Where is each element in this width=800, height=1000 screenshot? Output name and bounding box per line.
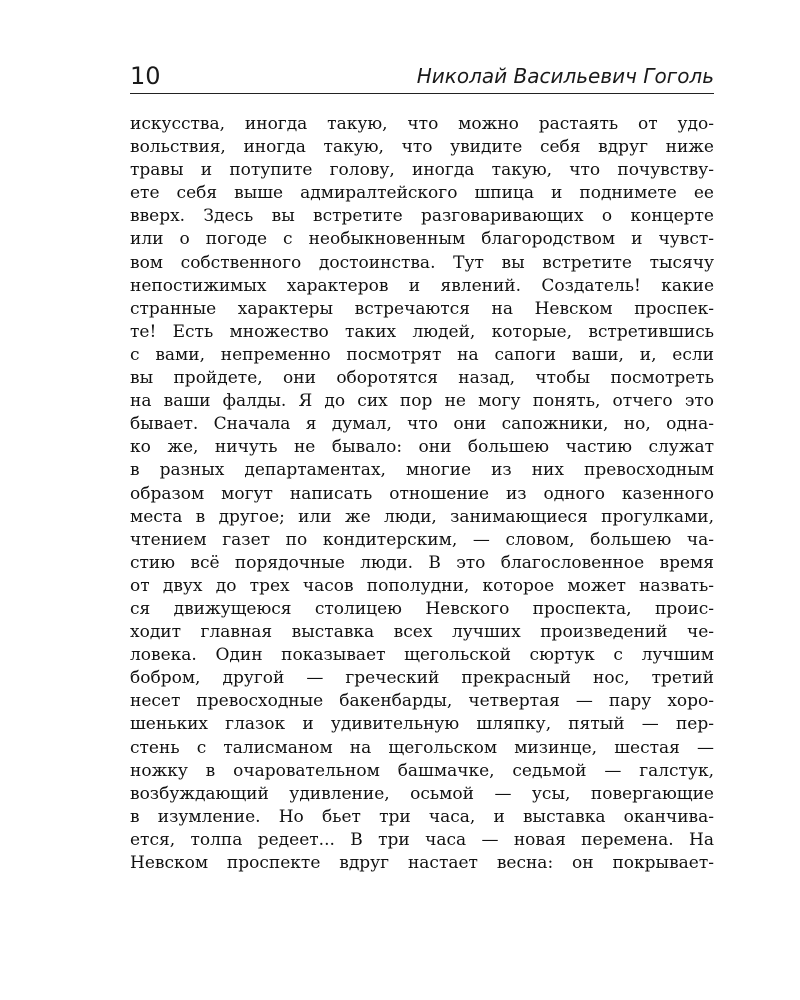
running-title: Николай Васильевич Гоголь bbox=[416, 64, 714, 88]
text-line: чтением газет по кондитерским, — словом, большею ча- bbox=[130, 529, 714, 550]
text-line: вом собственного достоинства. Тут вы встретите тысячу bbox=[130, 252, 714, 273]
text-line: те! Есть множество таких людей, которые, встретившись bbox=[130, 321, 714, 342]
text-line: стень с талисманом на щегольском мизинце, шестая — bbox=[130, 737, 714, 758]
text-line: ко же, ничуть не бывало: они большею частию служат bbox=[130, 437, 714, 458]
text-line: в изумление. Но бьет три часа, и выставка оканчива- bbox=[130, 806, 714, 827]
text-line: странные характеры встречаются на Невском проспек- bbox=[130, 298, 714, 319]
text-line: вольствия, иногда такую, что увидите себя вдруг ниже bbox=[130, 137, 714, 158]
text-line: несет превосходные бакенбарды, четвертая — пару хоро- bbox=[130, 691, 714, 712]
text-line: или о погоде с необыкновенным благородством и чувст- bbox=[130, 229, 714, 250]
text-line: от двух до трех часов пополудни, которое может назвать- bbox=[130, 575, 714, 596]
text-line: стию всё порядочные люди. В это благословенное время bbox=[130, 552, 714, 573]
body-text bbox=[130, 113, 714, 875]
text-line: ловека. Один показывает щегольской сюртук с лучшим bbox=[130, 645, 714, 666]
text-line: в разных департаментах, многие из них превосходным bbox=[130, 460, 714, 481]
running-head bbox=[130, 58, 714, 94]
text-line: возбуждающий удивление, осьмой — усы, повергающие bbox=[130, 783, 714, 804]
text-line: вы пройдете, они оборотятся назад, чтобы посмотреть bbox=[130, 368, 714, 389]
text-line: с вами, непременно посмотрят на сапоги ваши, и, если bbox=[130, 344, 714, 365]
text-line: травы и потупите голову, иногда такую, что почувству- bbox=[130, 160, 714, 181]
text-line: бобром, другой — греческий прекрасный нос, третий bbox=[130, 668, 714, 689]
text-line: ете себя выше адмиралтейского шпица и поднимете ее bbox=[130, 183, 714, 204]
text-line: Невском проспекте вдруг настает весна: он покрывает- bbox=[130, 853, 714, 873]
text-line: ходит главная выставка всех лучших произведений че- bbox=[130, 622, 714, 643]
text-line: ется, толпа редеет... В три часа — новая перемена. На bbox=[130, 829, 714, 850]
text-line: вверх. Здесь вы встретите разговаривающих о концерте bbox=[130, 206, 714, 227]
text-line: образом могут написать отношение из одного казенного bbox=[130, 483, 714, 504]
text-line: непостижимых характеров и явлений. Создатель! какие bbox=[130, 275, 714, 296]
header-rule bbox=[130, 93, 714, 94]
page-number: 10 bbox=[130, 62, 161, 90]
text-line: ножку в очаровательном башмачке, седьмой — галстук, bbox=[130, 760, 714, 781]
text-line: искусства, иногда такую, что можно растаять от удо- bbox=[130, 114, 714, 134]
text-line: ся движущеюся столицею Невского проспекта, проис- bbox=[130, 598, 714, 619]
text-line: места в другое; или же люди, занимающиеся прогулками, bbox=[130, 506, 714, 527]
text-line: на ваши фалды. Я до сих пор не могу понять, отчего это bbox=[130, 391, 714, 412]
text-line: шеньких глазок и удивительную шляпку, пятый — пер- bbox=[130, 714, 714, 735]
text-line: бывает. Сначала я думал, что они сапожники, но, одна- bbox=[130, 414, 714, 435]
